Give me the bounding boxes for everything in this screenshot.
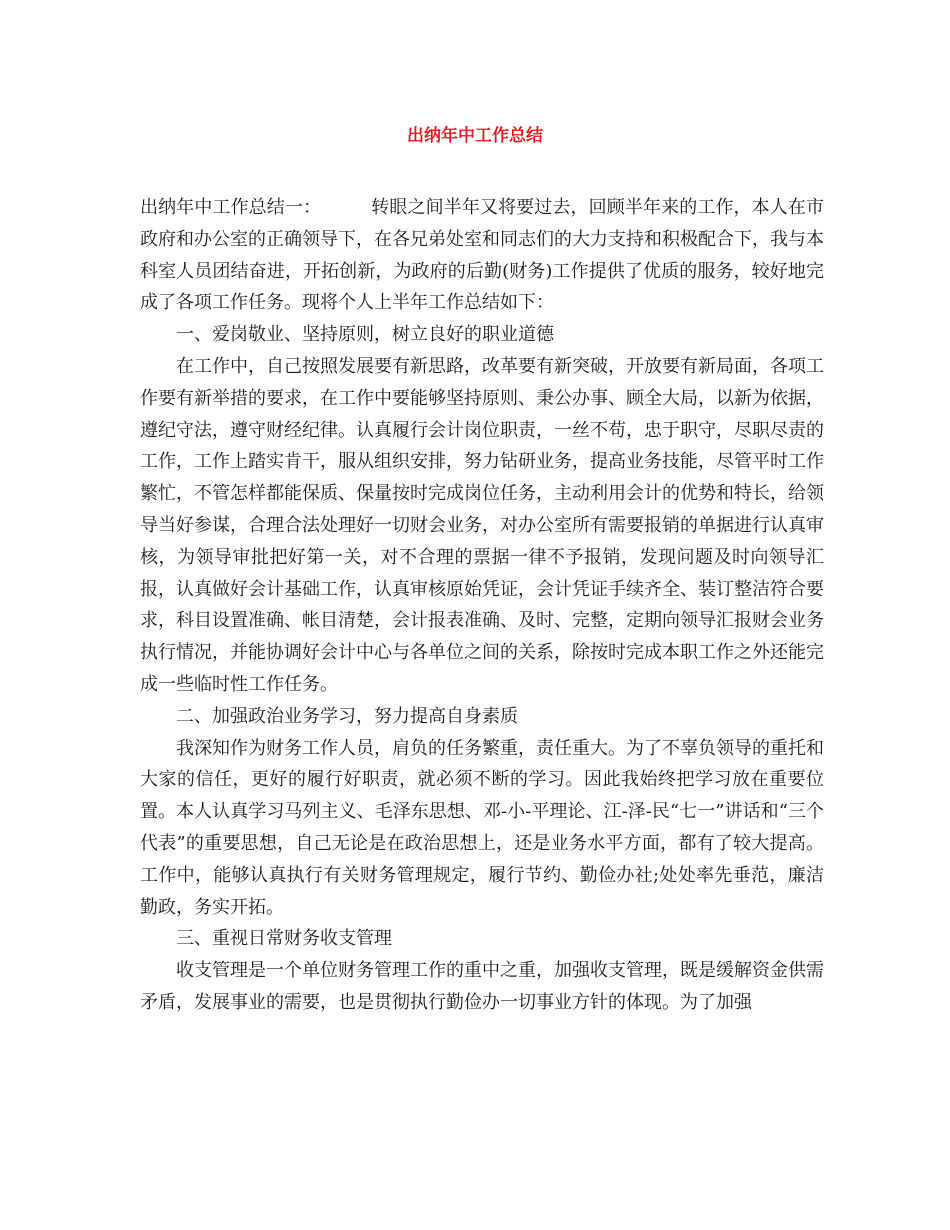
intro-label: 出纳年中工作总结一： [140,197,322,218]
section-heading-1: 一、爱岗敬业、坚持原则，树立良好的职业道德 [176,324,554,346]
intro-paragraph [140,192,824,319]
section-heading-2: 二、加强政治业务学习，努力提高自身素质 [176,705,518,727]
section-paragraph-1: 在工作中，自己按照发展要有新思路，改革要有新突破，开放要有新局面，各项工作要有新举措的要求，在工作中要能够坚持原则、秉公办事、顾全大局，以新为依据，遵纪守法，遵守财经纪律。认真履行会计岗位职责，一丝不苟，忠于职守，尽职尽责的工作，工作上踏实肯干，服从组织安排，努力钻研业务，提高业务技能，尽管平时工作繁忙，不管怎样都能保质、保量按时完成岗位任务，主动利用会计的优势和特长，给领导当好参谋，合理合法处理好一切财会业务，对办公室所有需要报销的单据进行认真审核，为领导审批把好第一关，对不合理的票据一律不予报销，发现问题及时向领导汇报，认真做好会计基础工作，认真审核原始凭证，会计凭证手续齐全、装订整洁符合要求，科目设置准确、帐目清楚，会计报表准确、及时、完整，定期向领导汇报财会业务执行情况，并能协调好会计中心与各单位之间的关系，除按时完成本职工作之外还能完成一些临时性工作任务。 [140,355,824,695]
intro-text: 转眼之间半年又将要过去，回顾半年来的工作，本人在市政府和办公室的正确领导下，在各兄弟处室和同志们的大力支持和积极配合下，我与本科室人员团结奋进，开拓创新，为政府的后勤(财务)工作提供了优质的服务，较好地完成了各项工作任务。现将个人上半年工作总结如下： [140,197,825,314]
document-body [140,192,824,1019]
section-paragraph-3: 收支管理是一个单位财务管理工作的重中之重，加强收支管理，既是缓解资金供需矛盾，发展事业的需要，也是贯彻执行勤俭办一切事业方针的体现。为了加强 [140,960,824,1013]
document-title: 出纳年中工作总结 [407,126,543,146]
section-heading-3: 三、重视日常财务收支管理 [176,928,392,950]
section-paragraph-2: 我深知作为财务工作人员，肩负的任务繁重，责任重大。为了不辜负领导的重托和大家的信任，更好的履行好职责，就必须不断的学习。因此我始终把学习放在重要位置。本人认真学习马列主义、毛泽东思想、邓-小-平理论、江-泽-民“七一”讲话和“三个代表”的重要思想，自己无论是在政治思想上，还是业务水平方面，都有了较大提高。工作中，能够认真执行有关财务管理规定，履行节约、勤俭办社;处处率先垂范，廉洁勤政，务实开拓。 [140,737,824,918]
